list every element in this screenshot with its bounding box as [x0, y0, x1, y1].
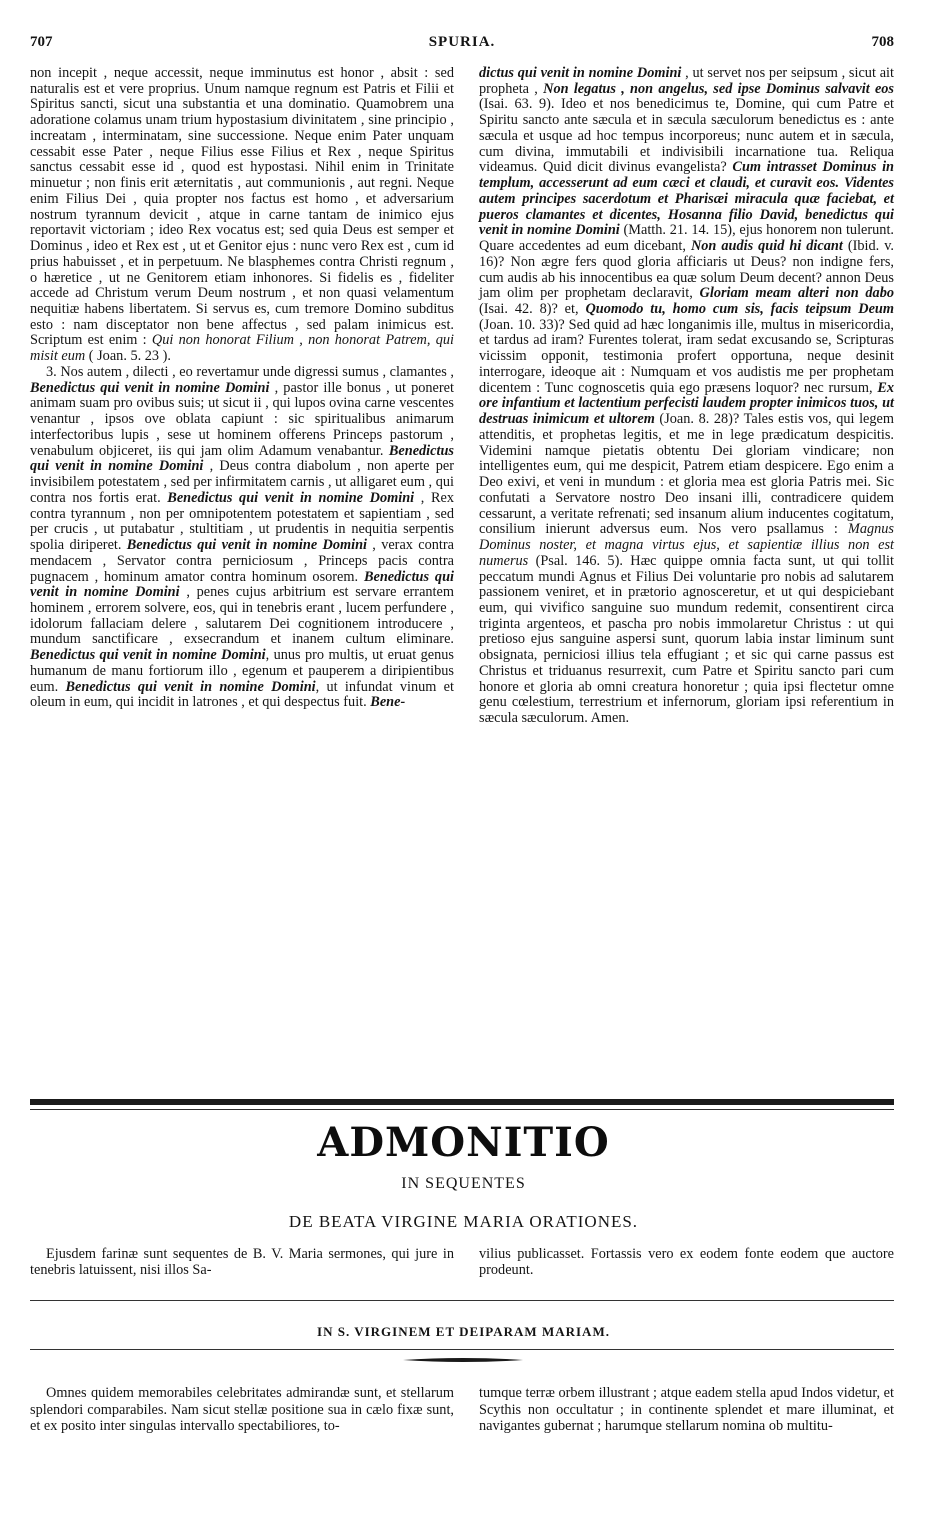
section-left-column — [30, 1385, 454, 1435]
thick-divider — [30, 1099, 894, 1105]
running-title: SPURIA. — [428, 34, 496, 50]
section-right-column — [479, 1385, 894, 1435]
upper-right-column — [479, 66, 894, 727]
running-head — [30, 34, 894, 54]
paragraph: non incepit , neque accessit, neque imminutus est honor , absit : sed naturalis est et vere proprius. Unum namque regnum est Patris et Filii et Spiritus sancti, sicut una substantia et una dominatio. Quamobrem una adoratione colamus unam trium hypostasium divinitatem , sine principio , increatam , interminatam, sine successione. Neque enim Pater unquam cessabit esse Pater , neque Filius esse Filius et Rex , neque Spiritus sanctus cessabit esse id , quod est hypostasi. Nihil enim in Trinitate minuetur ; non finis erit æternitatis , aut communionis , aut regni. Neque enim Filius Dei , quia propter nos factus est homo , et adversarium nostrum tyrannum devicit , atque in carne tantam de inimico ejus reportavit victoriam ; ideo Rex vocatus est; sed quia Deus est semper et Dominus , ideo et Rex est , ut et Genitor ejus : nunc vero Rex est , cum id prius habuisset , et in perpetuum. Ne blasphemes contra Christi regnum , o hæretice , ut ne Genitorem etiam inhonores. Si fidelis es , fideliter accede ad Christum verum Deum nostrum , et non quasi velamentum nequitiæ habens libertatem. Si servus es, cum tremore Domino subditus esto : nam disceptator non bene affectus , sed palam inimicus est. Scriptum est enim : Qui non honorat Filium , non honorat Patrem, qui misit eum ( Joan. 5. 23 ). — [30, 65, 454, 365]
ornament-rule-icon — [403, 1357, 523, 1363]
section-divider — [30, 1300, 894, 1301]
section-title: IN S. VIRGINEM ET DEIPARAM MARIAM. — [317, 1324, 610, 1339]
admonitio-subtitle: IN SEQUENTES — [401, 1175, 526, 1192]
page-number-right: 708 — [871, 34, 894, 50]
upper-left-column — [30, 66, 454, 711]
admonitio-subtitle: DE BEATA VIRGINE MARIA ORATIONES. — [288, 1212, 639, 1231]
admonitio-left-column — [30, 1246, 454, 1278]
admonitio-title: ADMONITIO — [317, 1119, 610, 1166]
paragraph: dictus qui venit in nomine Domini , ut servet nos per seipsum , sicut ait propheta , Non legatus , non angelus, sed ipse Dominus salvavit eos (Isai. 63. 9). Ideo et nos benedicimus te, Domine, qui cum Patre et Spiritu sancto ante sæcula et in sæcula sæculorum benedictus es : ante sæcula et usque ad hoc tempus incorporeus; nunc autem et in sæcula, cum divina, immutabili et indivisibili incarnatione tua. Reliqua videamus. Quid dicit divinus evangelista? Cum intrasset Dominus in templum, accesserunt ad eum cæci et claudi, et curavit eos. Videntes autem principes sacerdotum et Pharisæi miracula quæ faciebat, et pueros clamantes et dicentes, Hosanna filio David, benedictus qui venit in nomine Domini (Matth. 21. 14. 15), ejus honorem non tulerunt. Quare accedentes ad eum dicebant, Non audis quid hi dicant (Ibid. v. 16)? Non ægre fers quod gloria afficiaris ut Deus? non indigne fers, cum audis ab his innocentibus ea quæ solum Deum decent? annon Deus jam olim per prophetam declaravit, Gloriam meam alteri non dabo (Isai. 42. 8)? et, Quomodo tu, homo cum sis, facis teipsum Deum (Joan. 10. 33)? Sed quid ad hæc longanimis ille, multus in misericordia, et tardus ad iram? Furentes tolerat, iram sedat excusando se, Scripturas vicissim opponit, testimonia profert opportuna, neque desinit interrogare, ideoque ait : Numquam et vos audistis me per prophetam dicentem : Tunc cognoscetis quia ego præsens loquor? nec rursum, Ex ore infantium et lactentium perfecisti laudem propter inimicos tuos, ut destruas inimicum et ultorem (Joan. 8. 28)? Tales estis vos, qui legem attenditis, et prophetas legitis, et me in lege prædicatum despicitis. Videmini namque pietatis obtentu Dei gloriam vindicare; non intelligentes eum, qui me despicit, Patrem etiam despicere. Ego enim a Deo exivi, et veni in mundum : et gloria mea est gloria Patris mei. Sic confutati a Servatore nostro Deo insani illi, contradicere quidem cessarunt, a veritate refrenati; sed insanum alium inducentes cogitatum, consilium inierunt adversus eum. Nos vero psallamus : Magnus Dominus noster, et magna virtus ejus, et sapientiæ illius non est numerus (Psal. 146. 5). Hæc quippe omnia facta sunt, ut qui tollit peccatum mundi Agnus et Filius Dei voluntarie pro nobis ad salutarem passionem veniret, et in prætorio agnosceretur, et ut qui despiciebant eum, qui vivifico sanguine suo mundum redemit, consentirent circa triginta argenteos, et pascha pro nobis immolaretur Christus : ut qui pretioso ejus sanguine aspersi sunt, quorum labia instar liminum sunt obsignata, perniciosi illius tela effugiant ; et sic qui carne passus est Christus et triduanus resurrexit, cum Patre et Spiritu sancto pari cum honore et gloria ab omni creatura honoretur ; quia ipsi flectetur omne genu cœlestium, terrestrium et infernorum, gloriam ipsi referentium in sæcula sæculorum. Amen. — [479, 65, 895, 727]
paragraph: Ejusdem farinæ sunt sequentes de B. V. Maria sermones, qui jure in tenebris latuissent, nisi illos Sa- — [30, 1246, 454, 1278]
paragraph: Omnes quidem memorabiles celebritates admirandæ sunt, et stellarum splendori comparabiles. Nam sicut stellæ positione sua in cælo fixæ sunt, et ex posito inter singulas intervallo spectabiliores, to- — [30, 1385, 454, 1434]
page-number-left: 707 — [30, 34, 53, 50]
paragraph: tumque terræ orbem illustrant ; atque eadem stella apud Indos videtur, et Scythis non occultatur ; in continente splendet et mare illuminat, et navigantes gubernat ; harumque stellarum nomina ob multitu- — [479, 1385, 894, 1434]
paragraph: 3. Nos autem , dilecti , eo revertamur unde digressi sumus , clamantes , Benedictus qui venit in nomine Domini , pastor ille bonus , ut poneret animam suam pro ovibus suis; ut sicut ii , qui lupos ovina carne vescentes venantur , ipsos ove oblata capiunt : sic spiritualibus animarum interfectoribus lupis , sese ut hominem offerens Princeps pastorum , venabulum objiceret, iis qui jam olim Adamum venabantur. Benedictus qui venit in nomine Domini , Deus contra diabolum , non aperte per invisibilem potestatem , sed per infirmitatem carnis , ut alligaret eum , qui contra nos fortis erat. Benedictus qui venit in nomine Domini , Rex contra tyrannum , non per omnipotentem potestatem et sapientiam , sed per crucis , ut putabatur , stultitiam , ut prudentis in nequitia serpentis spolia diriperet. Benedictus qui venit in nomine Domini , verax contra mendacem , Servator contra perniciosum , Princeps pacis contra pugnacem , hominum amator contra hominum osorem. Benedictus qui venit in nomine Domini , penes cujus arbitrium est servare errantem hominem , errorem solvere, eos, qui in tenebris erant , lucem perfundere , idolorum fallaciam delere , salutarem Dei cognitionem introducere , mundum sanctificare , exsecrandum et inanem cultum eliminare. Benedictus qui venit in nomine Domini, unus pro multis, ut eruat genus humanum de manu fortiorum illo , egenum et pauperem a diripientibus eum. Benedictus qui venit in nomine Domini, ut infundat vinum et oleum in eum, qui incidit in latrones , et qui despectus fuit. Bene- — [30, 363, 454, 711]
paragraph: vilius publicasset. Fortassis vero ex eodem fonte eodem que auctore prodeunt. — [479, 1246, 894, 1278]
section-divider — [30, 1349, 894, 1350]
hairline-divider — [30, 1109, 894, 1110]
admonitio-right-column — [479, 1246, 894, 1278]
